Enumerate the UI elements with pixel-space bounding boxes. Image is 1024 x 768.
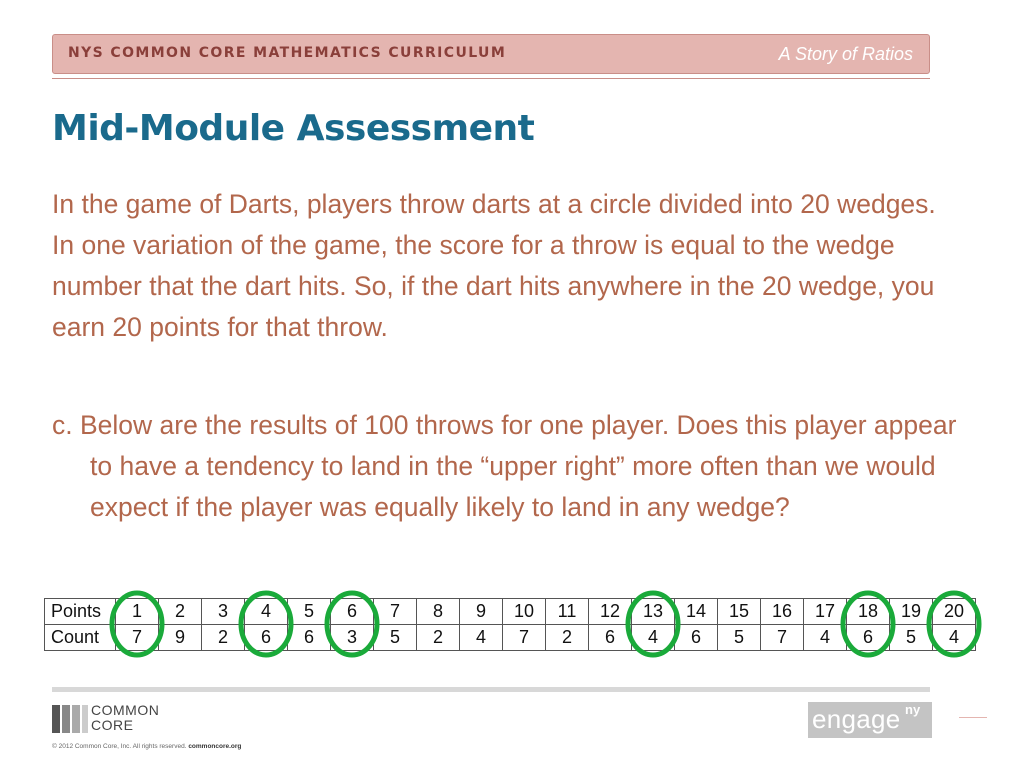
highlight-circle-6: [327, 593, 377, 655]
highlight-circle-13: [628, 593, 678, 655]
points-cell: 1: [116, 599, 159, 625]
points-row-label: Points: [45, 599, 116, 625]
count-cell: 2: [546, 625, 589, 651]
logo-line-1: COMMON: [91, 702, 160, 718]
count-cell: 7: [116, 625, 159, 651]
count-cell: 6: [847, 625, 890, 651]
count-cell: 6: [589, 625, 632, 651]
question-c: c. Below are the results of 100 throws for one player. Does this player appear to have a tendency to land in the “upper right” more often than we would expect if the player was equally likely to land in any wedge?: [52, 410, 957, 522]
points-cell: 16: [761, 599, 804, 625]
engage-wordmark: engage: [812, 704, 901, 734]
points-cell: 14: [675, 599, 718, 625]
points-cell: 8: [417, 599, 460, 625]
points-cell: 4: [245, 599, 288, 625]
points-cell: 15: [718, 599, 761, 625]
highlight-circle-1: [112, 593, 162, 655]
curriculum-title: NYS COMMON CORE MATHEMATICS CURRICULUM: [68, 45, 507, 61]
points-cell: 18: [847, 599, 890, 625]
dart-results-table-wrap: [44, 598, 976, 651]
count-cell: 5: [374, 625, 417, 651]
points-cell: 13: [632, 599, 675, 625]
curriculum-header-bar: [52, 34, 930, 74]
points-cell: 9: [460, 599, 503, 625]
count-cell: 3: [331, 625, 374, 651]
common-core-logo-text: [91, 703, 191, 733]
count-cell: 6: [245, 625, 288, 651]
highlight-circle-4: [241, 593, 291, 655]
count-cell: 4: [933, 625, 976, 651]
engageny-logo: [808, 702, 932, 738]
count-cell: 7: [761, 625, 804, 651]
highlight-circle-20: [929, 593, 979, 655]
corner-accent-line: [959, 717, 987, 718]
engage-ny-mark: ny: [905, 702, 921, 717]
copyright-site-link[interactable]: commoncore.org: [188, 743, 242, 750]
points-cell: 6: [331, 599, 374, 625]
count-cell: 9: [159, 625, 202, 651]
count-cell: 6: [675, 625, 718, 651]
common-core-logo-icon: [52, 705, 92, 733]
count-row-label: Count: [45, 625, 116, 651]
points-cell: 19: [890, 599, 933, 625]
highlight-circle-18: [843, 593, 893, 655]
points-cell: 3: [202, 599, 245, 625]
slide-title: Mid-Module Assessment: [52, 108, 535, 149]
footer-divider: [52, 687, 930, 692]
points-cell: 20: [933, 599, 976, 625]
header-divider: [52, 78, 930, 79]
count-cell: 4: [460, 625, 503, 651]
problem-description: In the game of Darts, players throw darts at a circle divided into 20 wedges. In one variation of the game, the score for a throw is equal to the wedge number that the dart hits. So, if the dart hits anywhere in the 20 wedge, you earn 20 points for that throw.: [52, 189, 936, 342]
copyright-text: © 2012 Common Core, Inc. All rights reserved.: [52, 743, 187, 750]
count-cell: 7: [503, 625, 546, 651]
points-cell: 11: [546, 599, 589, 625]
count-cell: 2: [417, 625, 460, 651]
count-cell: 5: [890, 625, 933, 651]
count-cell: 2: [202, 625, 245, 651]
highlight-circles: [44, 598, 984, 668]
points-cell: 5: [288, 599, 331, 625]
points-cell: 7: [374, 599, 417, 625]
count-cell: 6: [288, 625, 331, 651]
points-cell: 12: [589, 599, 632, 625]
points-cell: 17: [804, 599, 847, 625]
points-cell: 2: [159, 599, 202, 625]
logo-line-2: CORE: [91, 717, 134, 733]
count-cell: 4: [804, 625, 847, 651]
copyright-notice: [52, 743, 241, 750]
series-title: A Story of Ratios: [778, 44, 913, 64]
count-cell: 5: [718, 625, 761, 651]
count-cell: 4: [632, 625, 675, 651]
points-cell: 10: [503, 599, 546, 625]
